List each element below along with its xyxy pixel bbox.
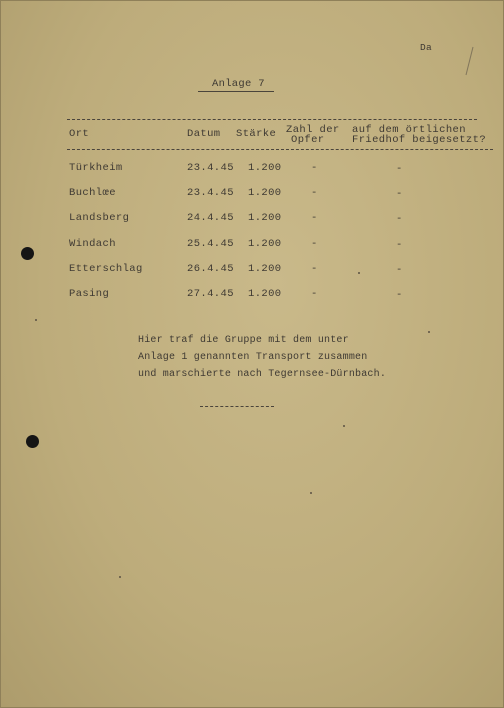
header-staerke: Stärke [236,128,277,140]
pencil-stroke [459,45,479,77]
row-datum: 25.4.45 [187,238,234,250]
punch-hole-bottom [26,435,39,448]
header-friedhof-line2: Friedhof beigesetzt? [352,134,487,146]
row-opfer: - [311,263,318,275]
row-staerke: 1.200 [248,263,282,275]
row-datum: 26.4.45 [187,263,234,275]
row-staerke: 1.200 [248,162,282,174]
row-opfer: - [311,288,318,300]
row-friedhof: - [396,239,403,251]
row-friedhof: - [396,163,403,175]
row-opfer: - [311,212,318,224]
row-datum: 24.4.45 [187,212,234,224]
row-ort: Etterschlag [69,263,143,275]
row-datum: 27.4.45 [187,288,234,300]
table-top-rule [67,119,477,120]
row-ort: Windach [69,238,116,250]
row-datum: 23.4.45 [187,162,234,174]
row-staerke: 1.200 [248,238,282,250]
row-friedhof: - [396,264,403,276]
page-title: Anlage 7 [212,78,265,90]
row-staerke: 1.200 [248,288,282,300]
row-staerke: 1.200 [248,212,282,224]
row-friedhof: - [396,188,403,200]
header-zahl-line1: Zahl der [286,124,340,136]
header-zahl-line2: Opfer [291,134,325,146]
row-ort: Buchlœe [69,187,116,199]
row-ort: Pasing [69,288,110,300]
paper-speck [310,492,312,494]
row-opfer: - [311,238,318,250]
row-ort: Türkheim [69,162,123,174]
row-staerke: 1.200 [248,187,282,199]
punch-hole-top [21,247,34,260]
header-ort: Ort [69,128,90,140]
row-friedhof: - [396,289,403,301]
row-ort: Landsberg [69,212,130,224]
paper-speck [343,425,345,427]
row-opfer: - [311,162,318,174]
closing-rule [200,406,274,407]
paper-speck [428,331,430,333]
paper-speck [35,319,37,321]
title-underline [198,91,274,92]
paper-speck [119,576,121,578]
row-friedhof: - [396,213,403,225]
paragraph-line: Hier traf die Gruppe mit dem unter [138,335,349,346]
closing-paragraph [138,332,386,383]
header-datum: Datum [187,128,221,140]
table-header-rule [67,149,493,150]
row-opfer: - [311,187,318,199]
paragraph-line: und marschierte nach Tegernsee-Dürnbach. [138,369,387,380]
row-datum: 23.4.45 [187,187,234,199]
corner-mark: Da [420,42,433,53]
paper-speck [358,272,360,274]
paragraph-line: Anlage 1 genannten Transport zusammen [138,352,368,363]
header-friedhof-line1: auf dem örtlichen [352,124,466,136]
